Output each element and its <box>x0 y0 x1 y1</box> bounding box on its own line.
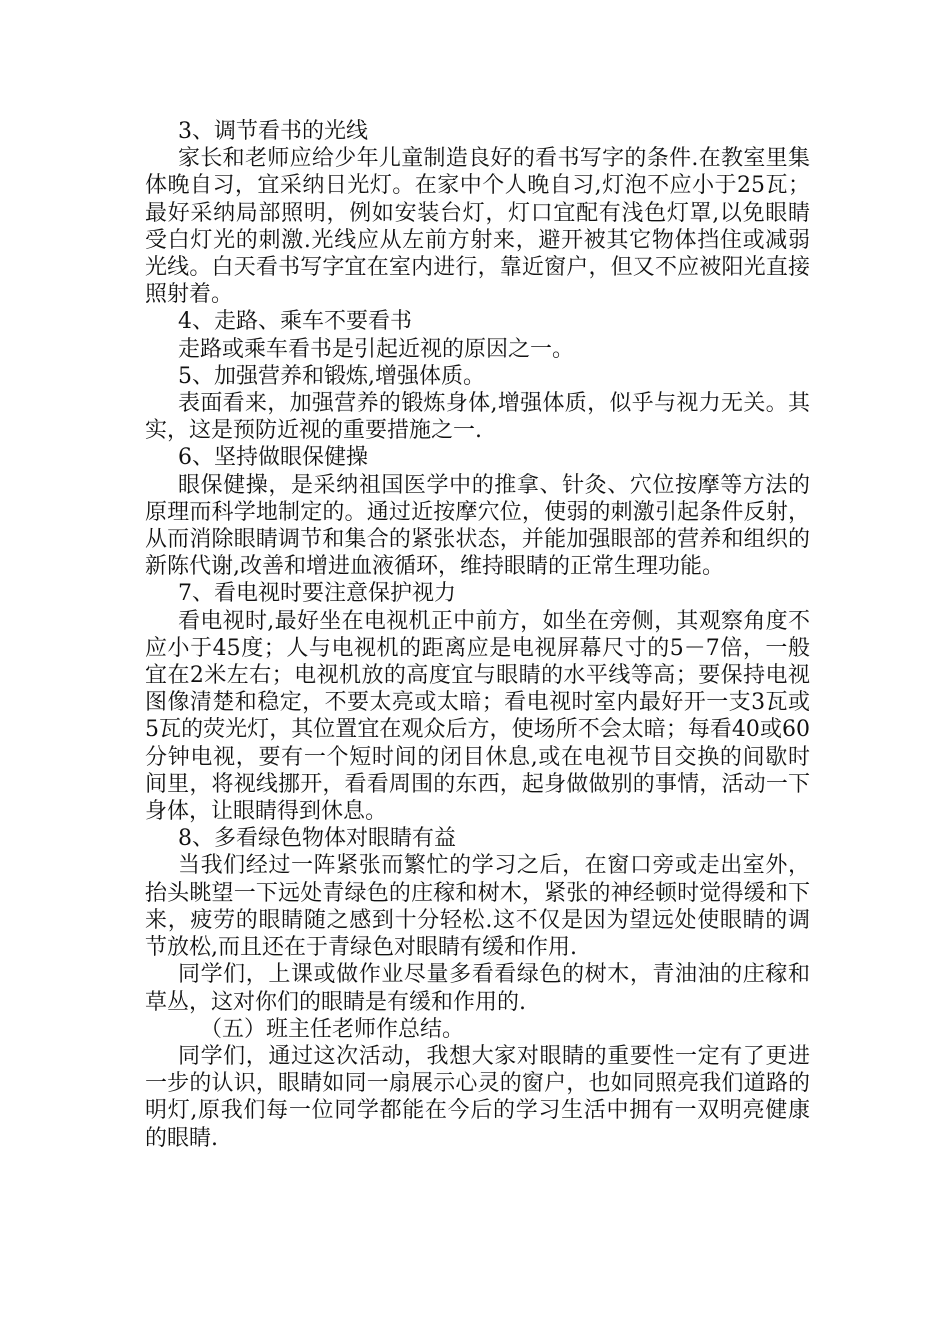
section-heading-walking: 4、走路、乘车不要看书 <box>178 309 412 335</box>
paragraph-green-1: 当我们经过一阵紧张而繁忙的学习之后，在窗口旁或走出室外，抬头眺望一下远处青绿色的庄稼和树木，紧张的神经顿时觉得缓和下来，疲劳的眼睛随之感到十分轻松.这不仅是因为望远处使眼睛的调节放松,而且还在于青绿色对眼睛有缓和作用. <box>145 853 810 961</box>
section-heading-green: 8、多看绿色物体对眼睛有益 <box>178 826 456 852</box>
paragraph-tv: 看电视时,最好坐在电视机正中前方，如坐在旁侧，其观察角度不应小于45度；人与电视机的距离应是电视屏幕尺寸的5－7倍，一般宜在2米左右；电视机放的高度宜与眼睛的水平线等高；要保持电视图像清楚和稳定，不要太亮或太暗；看电视时室内最好开一支3瓦或5瓦的荧光灯，其位置宜在观众后方，使场所不会太暗；每看40或60分钟电视，要有一个短时间的闭目休息,或在电视节目交换的间歇时间里，将视线挪开，看看周围的东西，起身做做别的事情，活动一下身体，让眼睛得到休息。 <box>145 608 810 825</box>
section-heading-lighting: 3、调节看书的光线 <box>178 119 368 144</box>
section-heading-summary: （五）班主任老师作总结。 <box>200 1016 465 1042</box>
document-page <box>145 118 810 1152</box>
paragraph-summary: 同学们，通过这次活动，我想大家对眼睛的重要性一定有了更进一步的认识，眼睛如同一扇展示心灵的窗户，也如同照亮我们道路的明灯,原我们每一位同学都能在今后的学习生活中拥有一双明亮健康的眼睛. <box>145 1043 810 1151</box>
paragraph-green-2: 同学们，上课或做作业尽量多看看绿色的树木，青油油的庄稼和草丛，这对你们的眼睛是有缓和作用的. <box>145 962 810 1015</box>
paragraph-lighting: 家长和老师应给少年儿童制造良好的看书写字的条件.在教室里集体晚自习，宜采纳日光灯。在家中个人晚自习,灯泡不应小于25瓦；最好采纳局部照明，例如安装台灯，灯口宜配有浅色灯罩,以免眼睛受白灯光的刺激.光线应从左前方射来，避开被其它物体挡住或减弱光线。白天看书写字宜在室内进行，靠近窗户，但又不应被阳光直接照射着。 <box>145 146 810 308</box>
paragraph-walking: 走路或乘车看书是引起近视的原因之一。 <box>178 336 575 362</box>
section-heading-nutrition: 5、加强营养和锻炼,增强体质。 <box>178 363 485 389</box>
paragraph-nutrition: 表面看来，加强营养的锻炼身体,增强体质，似乎与视力无关。其实，这是预防近视的重要措施之一. <box>145 391 810 444</box>
section-heading-eye-exercises: 6、坚持做眼保健操 <box>178 445 368 471</box>
section-heading-tv: 7、看电视时要注意保护视力 <box>178 581 456 607</box>
paragraph-eye-exercises: 眼保健操，是采纳祖国医学中的推拿、针灸、穴位按摩等方法的原理而科学地制定的。通过近按摩穴位，使弱的刺激引起条件反射，从而消除眼睛调节和集合的紧张状态，并能加强眼部的营养和组织的新陈代谢,改善和增进血液循环，维持眼睛的正常生理功能。 <box>145 472 810 580</box>
